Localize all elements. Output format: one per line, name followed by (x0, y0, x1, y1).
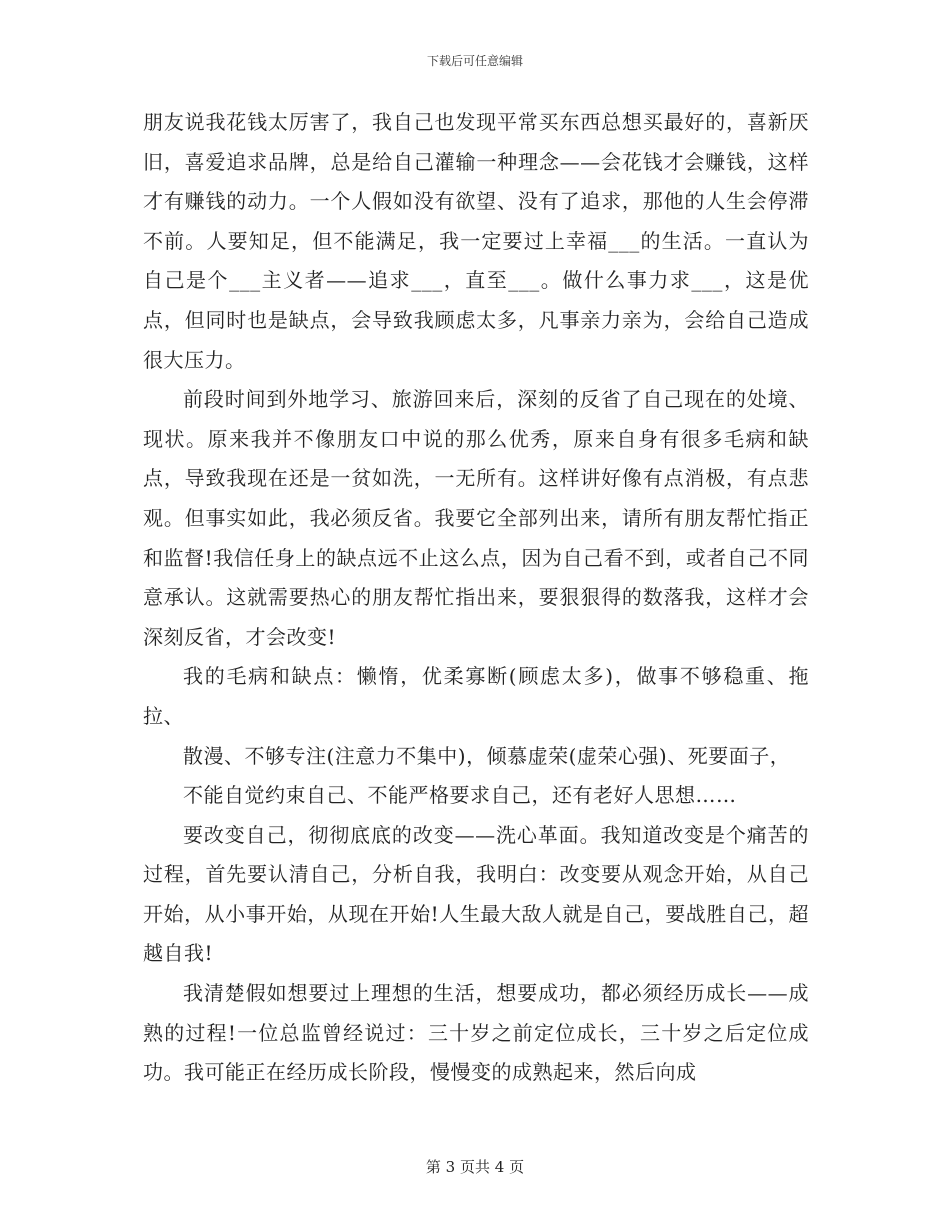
page-footer: 第 3 页共 4 页 (425, 1158, 525, 1176)
paragraph-spending: 朋友说我花钱太厉害了，我自己也发现平常买东西总想买最好的，喜新厌旧，喜爱追求品牌，总是给自己灌输一种理念——会花钱才会赚钱，这样才有赚钱的动力。一个人假如没有欲望、没有了追求，那他的人生会停滞不前。人要知足，但不能满足，我一定要过上幸福___的生活。一直认为自己是个___主义者——追求___，直至___。做什么事力求___，这是优点，但同时也是缺点，会导致我顾虑太多，凡事亲力亲为，会给自己造成很大压力。 (143, 110, 809, 372)
paragraph-shortcomings-1: 我的毛病和缺点：懒惰，优柔寡断(顾虑太多)，做事不够稳重、拖拉、 (143, 664, 809, 728)
document-body (143, 103, 809, 1093)
paragraph-shortcomings-3: 不能自觉约束自己、不能严格要求自己，还有老好人思想…… (183, 783, 737, 808)
paragraph-reflection: 前段时间到外地学习、旅游回来后，深刻的反省了自己现在的处境、现状。原来我并不像朋友口中说的那么优秀，原来自身有很多毛病和缺点，导致我现在还是一贫如洗，一无所有。这样讲好像有点消极，有点悲观。但事实如此，我必须反省。我要它全部列出来，请所有朋友帮忙指正和监督!我信任身上的缺点远不止这么点，因为自己看不到，或者自己不同意承认。这就需要热心的朋友帮忙指出来，要狠狠得的数落我，这样才会深刻反省，才会改变! (143, 387, 809, 649)
paragraph-shortcomings-2: 散漫、不够专注(注意力不集中)，倾慕虚荣(虚荣心强)、死要面子， (183, 743, 791, 768)
paragraph-growth: 我清楚假如想要过上理想的生活，想要成功，都必须经历成长——成熟的过程!一位总监曾经说过：三十岁之前定位成长，三十岁之后定位成功。我可能正在经历成长阶段，慢慢变的成熟起来，然后向成 (143, 981, 809, 1085)
paragraph-change: 要改变自己，彻彻底底的改变——洗心革面。我知道改变是个痛苦的过程，首先要认清自己，分析自我，我明白：改变要从观念开始，从自己开始，从小事开始，从现在开始!人生最大敌人就是自己，要战胜自己，超越自我! (143, 822, 809, 966)
page-header: 下载后可任意编辑 (426, 54, 523, 68)
